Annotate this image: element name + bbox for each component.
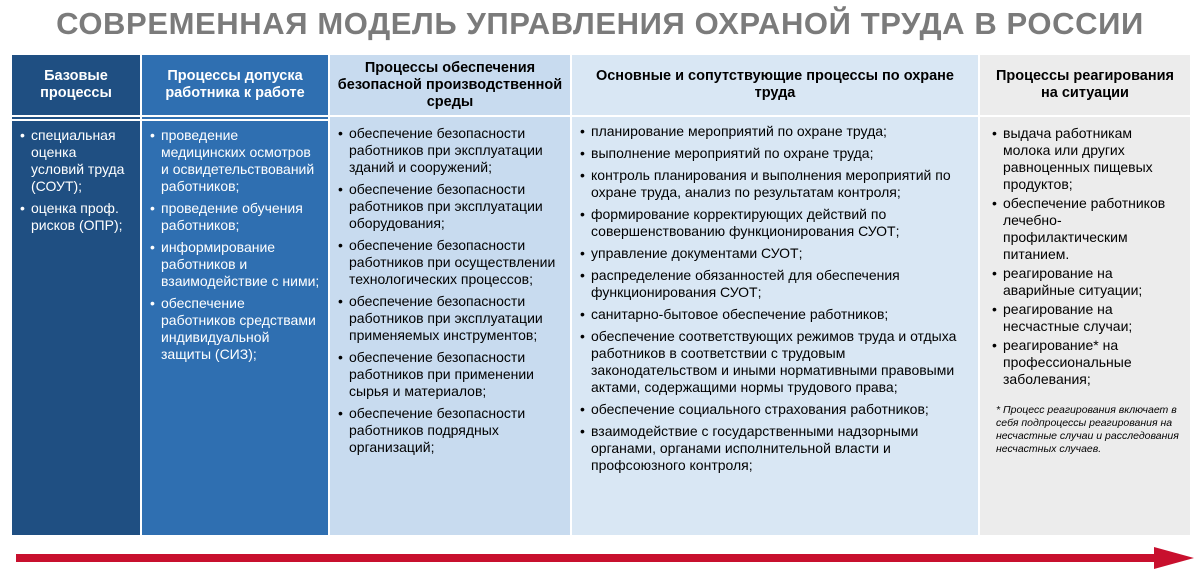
list-item: • обеспечение соответствующих режимов труда и отдыха работников в соответствии с трудовым законодательством и иными нормативными правовыми актами, содержащими нормы трудового права; [580,328,970,396]
list-item: • обеспечение безопасности работников при эксплуатации применяемых инструментов; [338,293,562,344]
list-item: • обеспечение социального страхования работников; [580,401,970,418]
column-header: Процессы допуска работника к работе [142,55,328,117]
list-item: • выдача работникам молока или других равноценных пищевых продуктов; [992,125,1182,193]
column-header: Базовые процессы [12,55,140,117]
column-safe-environment [330,55,570,535]
footnote: * Процесс реагирования включает в себя подпроцессы реагирования на несчастные случаи и расследования несчастных случаев. [996,404,1179,455]
item-list [992,125,1182,388]
item-list [338,125,562,456]
page-title: СОВРЕМЕННАЯ МОДЕЛЬ УПРАВЛЕНИЯ ОХРАНОЙ ТРУДА В РОССИИ [56,6,1144,41]
column-main-processes [572,55,978,535]
column-response-processes [980,55,1190,535]
list-item: • обеспечение безопасности работников при эксплуатации оборудования; [338,181,562,232]
item-list [150,127,320,363]
list-item: • взаимодействие с государственными надзорными органами, органами исполнительной власти и профсоюзного контроля; [580,423,970,474]
column-admission-processes [142,55,328,535]
item-list [20,127,132,234]
list-item: • специальная оценка условий труда (СОУТ); [20,127,132,195]
list-item: • обеспечение безопасности работников при эксплуатации зданий и сооружений; [338,125,562,176]
list-item: • санитарно-бытовое обеспечение работников; [580,306,970,323]
list-item: • обеспечение безопасности работников подрядных организаций; [338,405,562,456]
list-item: • обеспечение работников лечебно-профилактическим питанием. [992,195,1182,263]
list-item: • реагирование на несчастные случаи; [992,301,1182,335]
progress-arrow-icon [16,547,1194,569]
list-item: • выполнение мероприятий по охране труда; [580,145,970,162]
list-item: • формирование корректирующих действий по совершенствованию функционирования СУОТ; [580,206,970,240]
list-item: • оценка проф. рисков (ОПР); [20,200,132,234]
column-header: Процессы реагирования на ситуации [980,55,1190,117]
list-item: • реагирование на аварийные ситуации; [992,265,1182,299]
column-header: Основные и сопутствующие процессы по охране труда [572,55,978,117]
list-item: • обеспечение безопасности работников при осуществлении технологических процессов; [338,237,562,288]
item-list [580,123,970,474]
list-item: • проведение обучения работников; [150,200,320,234]
list-item: • обеспечение работников средствами индивидуальной защиты (СИЗ); [150,295,320,363]
list-item: • планирование мероприятий по охране труда; [580,123,970,140]
list-item: • реагирование* на профессиональные заболевания; [992,337,1182,388]
list-item: • управление документами СУОТ; [580,245,970,262]
column-base-processes [12,55,140,535]
list-item: • обеспечение безопасности работников при применении сырья и материалов; [338,349,562,400]
list-item: • проведение медицинских осмотров и освидетельствований работников; [150,127,320,195]
column-header: Процессы обеспечения безопасной производственной среды [330,55,570,117]
list-item: • контроль планирования и выполнения мероприятий по охране труда, анализ по результатам контроля; [580,167,970,201]
list-item: • распределение обязанностей для обеспечения функционирования СУОТ; [580,267,970,301]
list-item: • информирование работников и взаимодействие с ними; [150,239,320,290]
